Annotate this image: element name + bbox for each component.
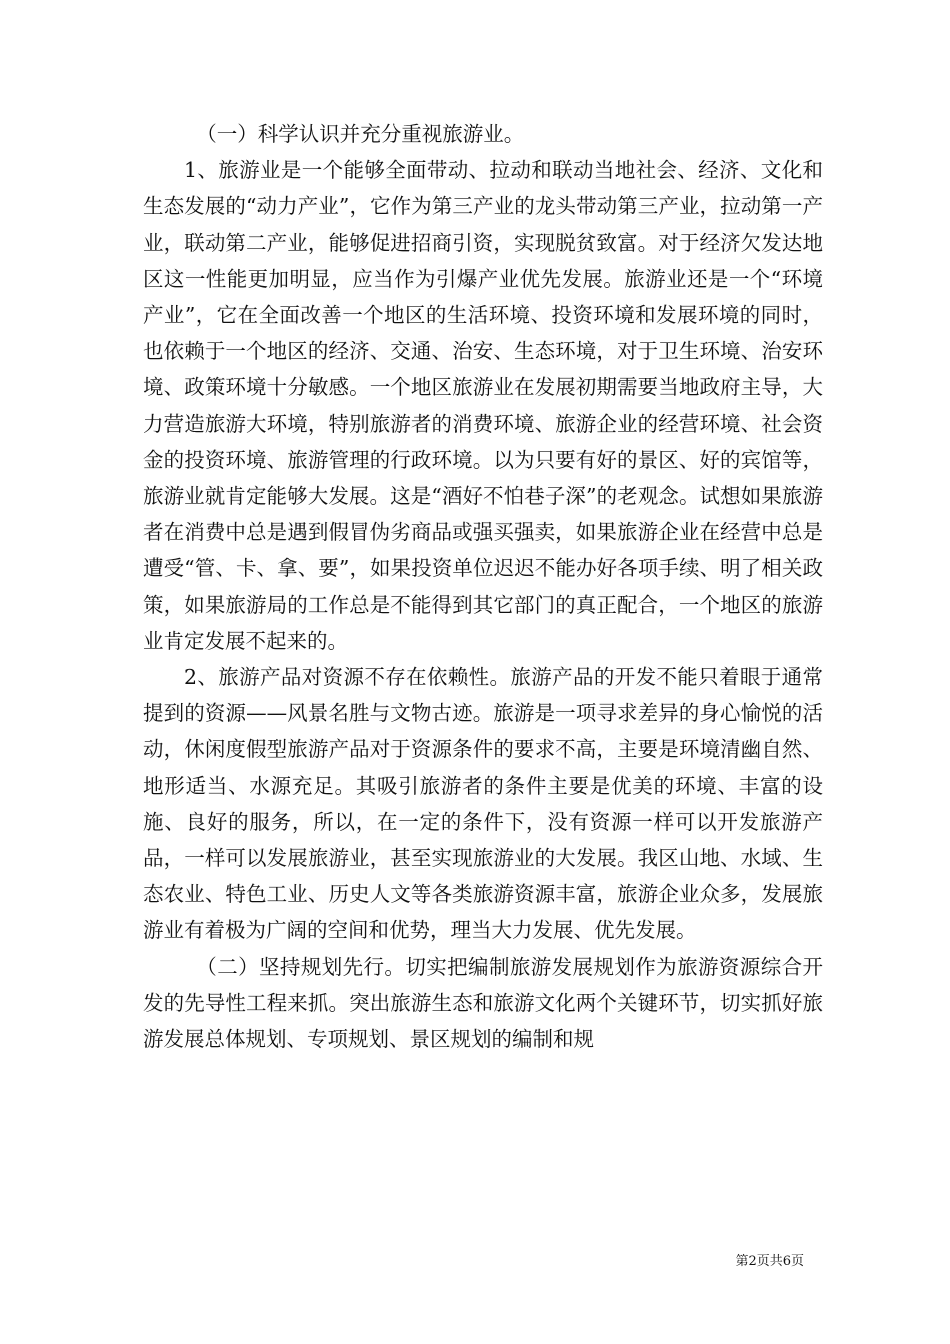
page-number-footer: 第2页共6页 [735, 1254, 804, 1269]
section-heading-1: （一）科学认识并充分重视旅游业。 [196, 122, 525, 146]
section-heading-2: （二）坚持规划先行。切实把编制旅游发展规划作为旅游资源综合开发的先导性工程来抓。突出旅游生态和旅游文化两个关键环节，切实抓好旅游发展总体规划、专项规划、景区规划的编制和规 [143, 954, 823, 1052]
paragraph-2: 2、旅游产品对资源不存在依赖性。旅游产品的开发不能只着眼于通常提到的资源——风景名胜与文物古迹。旅游是一项寻求差异的身心愉悦的活动，休闲度假型旅游产品对于资源条件的要求不高，主要是环境清幽自然、地形适当、水源充足。其吸引旅游者的条件主要是优美的环境、丰富的设施、良好的服务，所以，在一定的条件下，没有资源一样可以开发旅游产品，一样可以发展旅游业，甚至实现旅游业的大发展。我区山地、水域、生态农业、特色工业、历史人文等各类旅游资源丰富，旅游企业众多，发展旅游业有着极为广阔的空间和优势，理当大力发展、优先发展。 [143, 665, 823, 943]
paragraph-1: 1、旅游业是一个能够全面带动、拉动和联动当地社会、经济、文化和生态发展的“动力产业”，它作为第三产业的龙头带动第三产业，拉动第一产业，联动第二产业，能够促进招商引资，实现脱贫致富。对于经济欠发达地区这一性能更加明显，应当作为引爆产业优先发展。旅游业还是一个“环境产业”，它在全面改善一个地区的生活环境、投资环境和发展环境的同时，也依赖于一个地区的经济、交通、治安、生态环境，对于卫生环境、治安环境、政策环境十分敏感。一个地区旅游业在发展初期需要当地政府主导，大力营造旅游大环境，特别旅游者的消费环境、旅游企业的经营环境、社会资金的投资环境、旅游管理的行政环境。以为只要有好的景区、好的宾馆等，旅游业就肯定能够大发展。这是“酒好不怕巷子深”的老观念。试想如果旅游者在消费中总是遇到假冒伪劣商品或强买强卖，如果旅游企业在经营中总是遭受“管、卡、拿、要”，如果投资单位迟迟不能办好各项手续、明了相关政策，如果旅游局的工作总是不能得到其它部门的真正配合，一个地区的旅游业肯定发展不起来的。 [143, 158, 823, 653]
document-body [143, 116, 823, 1057]
